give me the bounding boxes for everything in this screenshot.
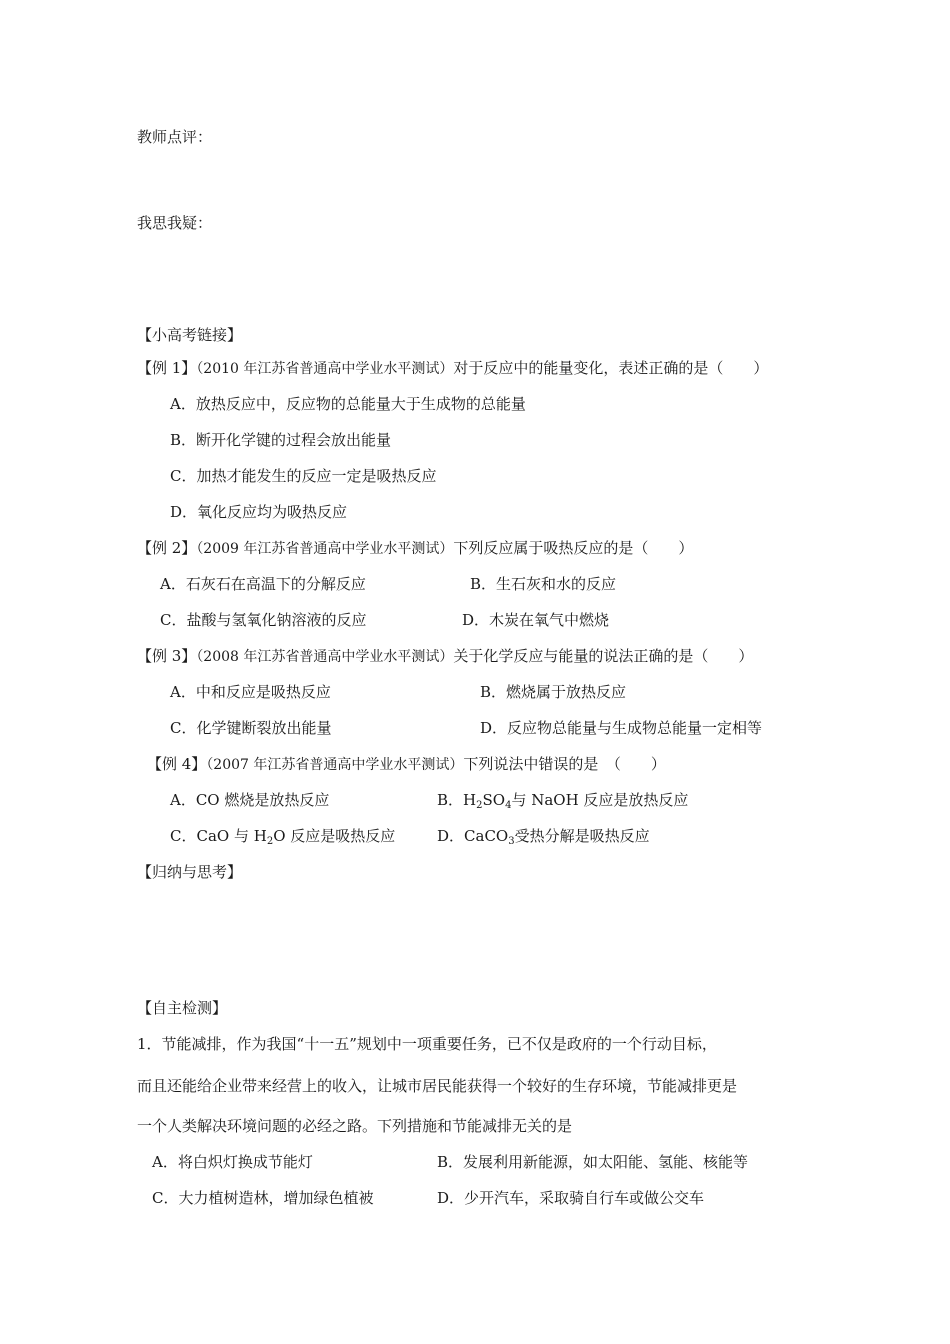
example-1-option-b: B．断开化学键的过程会放出能量 [170, 431, 392, 449]
self-test-option-b: B．发展利用新能源，如太阳能、氢能、核能等 [437, 1153, 749, 1171]
example-2-option-c: C．盐酸与氢氧化钠溶液的反应 [160, 611, 367, 629]
example-2-question: 下列反应属于吸热反应的是（ ） [453, 539, 694, 557]
example-2-option-d: D．木炭在氧气中燃烧 [462, 611, 610, 629]
example-4-question: 下列说法中错误的是 （ ） [463, 755, 666, 773]
example-1-option-d: D．氧化反应均为吸热反应 [170, 503, 348, 521]
example-3-option-b: B．燃烧属于放热反应 [480, 683, 627, 701]
example-4-stem [147, 754, 666, 775]
self-test-q1-line-2: 而且还能给企业带来经营上的收入，让城市居民能获得一个较好的生存环境，节能减排更是 [137, 1077, 738, 1095]
example-4-option-d: D．CaCO$_3$受热分解是吸热反应 [437, 827, 650, 847]
example-2-option-b: B．生石灰和水的反应 [470, 575, 617, 593]
teacher-comment-label: 教师点评： [137, 128, 213, 146]
example-3-option-a: A．中和反应是吸热反应 [170, 683, 331, 701]
example-1-label: 【例 1】 [137, 359, 197, 377]
self-test-title: 【自主检测】 [137, 999, 228, 1017]
self-test-option-c: C．大力植树造林，增加绿色植被 [152, 1189, 374, 1207]
example-4-label: 【例 4】 [147, 755, 207, 773]
example-4-option-a: A．CO 燃烧是放热反应 [170, 791, 330, 809]
self-test-option-a: A．将白炽灯换成节能灯 [152, 1153, 313, 1171]
gaokao-section-title: 【小高考链接】 [137, 326, 243, 344]
example-1-option-a: A．放热反应中，反应物的总能量大于生成物的总能量 [170, 395, 526, 413]
example-1-source: （2010 年江苏省普通高中学业水平测试） [196, 361, 454, 377]
example-1-stem [137, 358, 768, 379]
self-test-q1-line-3: 一个人类解决环境问题的必经之路。下列措施和节能减排无关的是 [137, 1117, 573, 1135]
example-4-source: （2007 年江苏省普通高中学业水平测试） [206, 757, 464, 773]
example-2-stem [137, 538, 693, 559]
self-test-q1-line-1: 1．节能减排，作为我国“十一五”规划中一项重要任务，已不仅是政府的一个行动目标， [137, 1035, 717, 1053]
example-1-question: 对于反应中的能量变化，表述正确的是（ ） [453, 359, 769, 377]
example-4-option-c: C．CaO 与 $H_2O$ 反应是吸热反应 [170, 827, 396, 847]
example-4-option-b: B．$H_2SO_4$与 NaOH 反应是放热反应 [437, 791, 689, 811]
example-3-question: 关于化学反应与能量的说法正确的是（ ） [453, 647, 754, 665]
example-2-option-a: A．石灰石在高温下的分解反应 [160, 575, 366, 593]
self-test-option-d: D．少开汽车，采取骑自行车或做公交车 [437, 1189, 705, 1207]
example-2-label: 【例 2】 [137, 539, 197, 557]
summary-title: 【归纳与思考】 [137, 863, 243, 881]
example-3-option-d: D．反应物总能量与生成物总能量一定相等 [480, 719, 763, 737]
example-3-option-c: C．化学键断裂放出能量 [170, 719, 332, 737]
example-3-source: （2008 年江苏省普通高中学业水平测试） [196, 649, 454, 665]
example-3-label: 【例 3】 [137, 647, 197, 665]
example-1-option-c: C．加热才能发生的反应一定是吸热反应 [170, 467, 437, 485]
my-thoughts-label: 我思我疑： [137, 214, 213, 232]
example-3-stem [137, 646, 753, 667]
example-2-source: （2009 年江苏省普通高中学业水平测试） [196, 541, 454, 557]
